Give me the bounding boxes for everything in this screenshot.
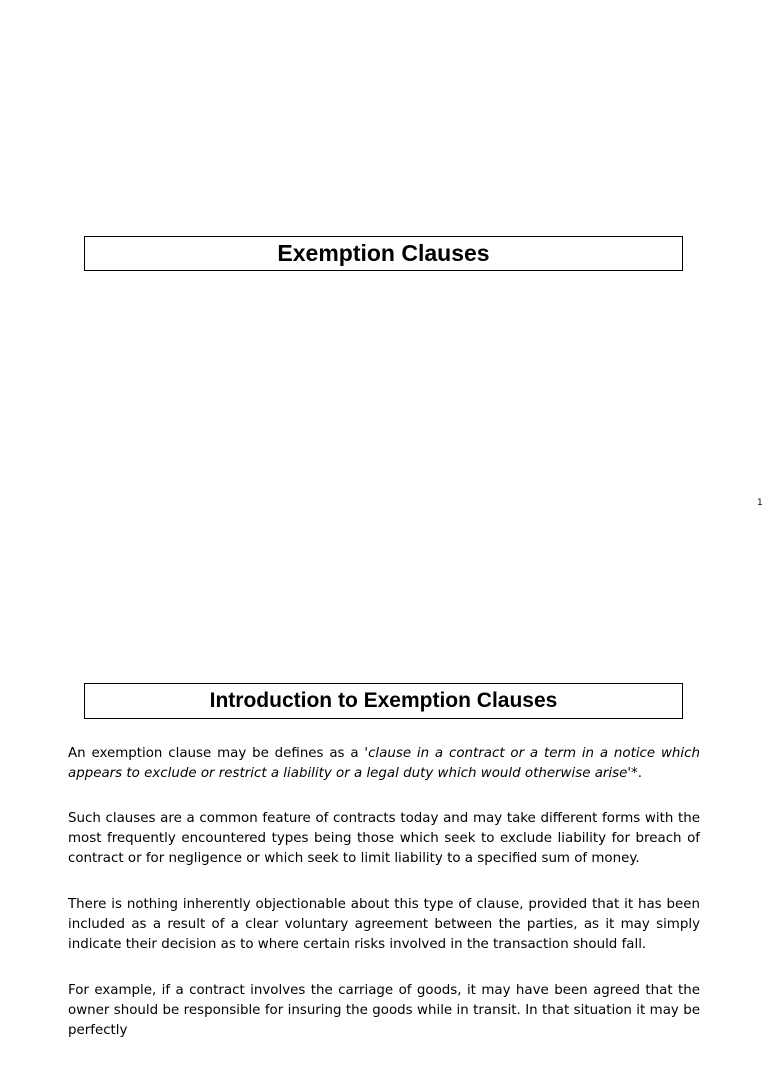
paragraph-objectionable: There is nothing inherently objectionable about this type of clause, provided that it has been included as a result of a clear voluntary agreement between the parties, as it may simply indicate their decision as to where certain risks involved in the transaction should fall. [68,897,700,952]
definition-quote: 'clause in a contract or a term in a notice which appears to exclude or restrict a liability or a legal duty which would otherwise arise [68,746,700,781]
definition-lead: An exemption clause may be defines as a [68,746,365,761]
page-title [84,236,683,271]
body-text [68,744,700,1067]
page-title-text: Exemption Clauses [277,240,490,266]
section-title [84,683,683,719]
page-number: 1 [757,498,763,508]
section-title-text: Introduction to Exemption Clauses [209,689,558,712]
paragraph-common-feature: Such clauses are a common feature of contracts today and may take different forms with the most frequently encountered types being those which seek to exclude liability for breach of contract or for negligence or which seek to limit liability to a specified sum of money. [68,811,700,866]
definition-tail: '*. [627,766,642,781]
paragraph-example: For example, if a contract involves the carriage of goods, it may have been agreed that the owner should be responsible for insuring the goods while in transit. In that situation it may be perfectly [68,983,700,1038]
paragraph-definition [68,744,700,784]
